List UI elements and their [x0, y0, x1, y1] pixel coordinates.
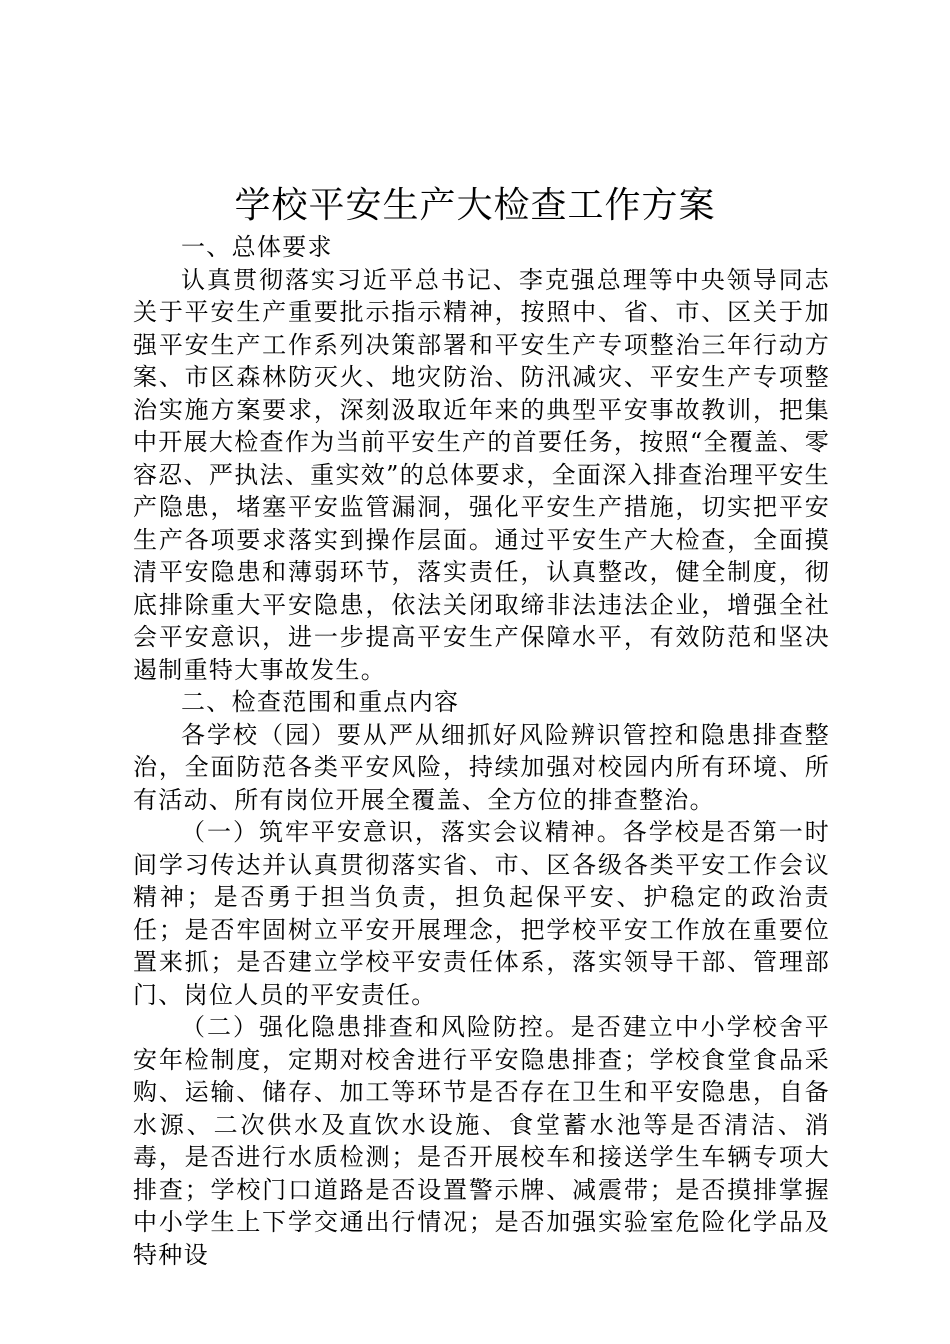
paragraph: 各学校（园）要从严从细抓好风险辨识管控和隐患排查整治，全面防范各类平安风险，持续加强对校园内所有环境、所有活动、所有岗位开展全覆盖、全方位的排查整治。 [133, 720, 830, 814]
section-heading-2: 二、检查范围和重点内容 [181, 688, 460, 716]
paragraph: （二）强化隐患排查和风险防控。是否建立中小学校舍平安年检制度，定期对校舍进行平安隐患排查；学校食堂食品采购、运输、储存、加工等环节是否存在卫生和平安隐患，自备水源、二次供水及直饮水设施、食堂蓄水池等是否清洁、消毒，是否进行水质检测；是否开展校车和接送学生车辆专项大排查；学校门口道路是否设置警示牌、减震带；是否摸排掌握中小学生上下学交通出行情况；是否加强实验室危险化学品及特种设 [133, 1013, 830, 1269]
section-heading-1: 一、总体要求 [181, 233, 333, 261]
paragraph: 认真贯彻落实习近平总书记、李克强总理等中央领导同志关于平安生产重要批示指示精神，按照中、省、市、区关于加强平安生产工作系列决策部署和平安生产专项整治三年行动方案、市区森林防灭火、地灾防治、防汛减灾、平安生产专项整治实施方案要求，深刻汲取近年来的典型平安事故教训，把集中开展大检查作为当前平安生产的首要任务，按照“全覆盖、零容忍、严执法、重实效”的总体要求，全面深入排查治理平安生产隐患，堵塞平安监管漏洞，强化平安生产措施，切实把平安生产各项要求落实到操作层面。通过平安生产大检查，全面摸清平安隐患和薄弱环节，落实责任，认真整改，健全制度，彻底排除重大平安隐患，依法关闭取缔非法违法企业，增强全社会平安意识，进一步提高平安生产保障水平，有效防范和坚决遏制重特大事故发生。 [133, 265, 830, 684]
document-title: 学校平安生产大检查工作方案 [234, 185, 716, 226]
paragraph: （一）筑牢平安意识，落实会议精神。各学校是否第一时间学习传达并认真贯彻落实省、市、区各级各类平安工作会议精神；是否勇于担当负责，担负起保平安、护稳定的政治责任；是否牢固树立平安开展理念，把学校平安工作放在重要位置来抓；是否建立学校平安责任体系，落实领导干部、管理部门、岗位人员的平安责任。 [133, 818, 830, 1009]
document-body [133, 231, 830, 1271]
